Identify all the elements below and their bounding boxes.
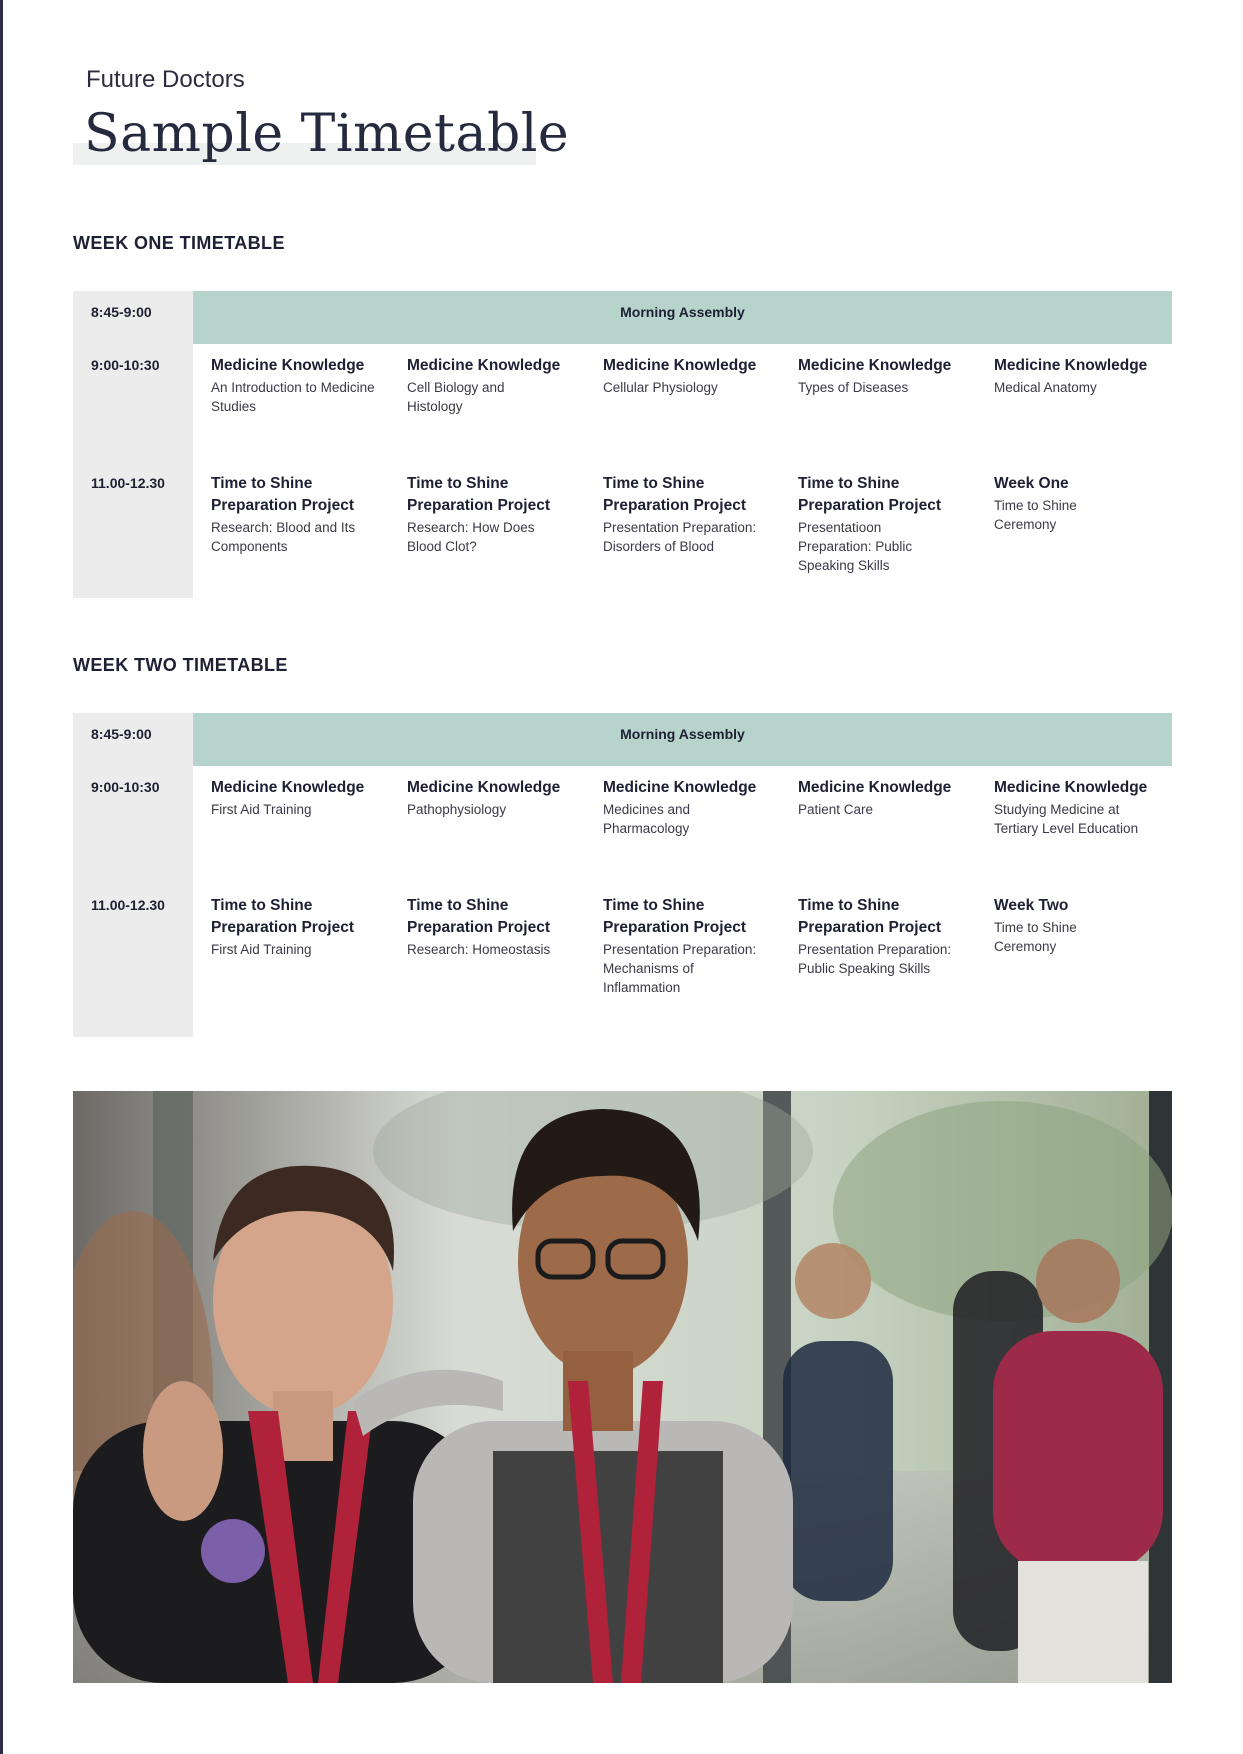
session-cell bbox=[798, 355, 968, 397]
session-subtitle: Research: Homeostasis bbox=[407, 942, 551, 957]
session-title: Time to Shine Preparation Project bbox=[211, 897, 354, 936]
week-one-heading: WEEK ONE TIMETABLE bbox=[73, 233, 285, 253]
page-title: Sample Timetable bbox=[84, 104, 570, 164]
time-column bbox=[73, 291, 193, 598]
morning-assembly-label: Morning Assembly bbox=[620, 304, 745, 320]
session-cell bbox=[603, 895, 773, 997]
time-slot-label: 11.00-12.30 bbox=[91, 475, 165, 491]
session-cell bbox=[211, 355, 381, 416]
students-photo-illustration bbox=[73, 1091, 1172, 1683]
left-edge-rule bbox=[0, 0, 3, 1754]
session-title: Time to Shine Preparation Project bbox=[798, 897, 941, 936]
session-subtitle: An Introduction to Medicine Studies bbox=[211, 380, 375, 414]
session-subtitle: Presentation Preparation: Mechanisms of Inflammation bbox=[603, 942, 757, 995]
session-title: Medicine Knowledge bbox=[407, 779, 561, 796]
morning-assembly-band bbox=[193, 291, 1172, 344]
session-cell bbox=[407, 473, 567, 556]
week-two-timetable bbox=[73, 713, 1172, 1037]
session-title: Medicine Knowledge bbox=[603, 779, 757, 796]
session-cell bbox=[994, 895, 1154, 956]
session-cell bbox=[407, 895, 567, 959]
session-cell bbox=[798, 895, 973, 978]
time-slot-label: 11.00-12.30 bbox=[91, 897, 165, 913]
session-cell bbox=[994, 777, 1164, 838]
session-cell bbox=[211, 777, 381, 819]
time-slot-label: 8:45-9:00 bbox=[91, 304, 152, 320]
session-subtitle: Research: How Does Blood Clot? bbox=[407, 520, 535, 554]
session-subtitle: Types of Diseases bbox=[798, 380, 909, 395]
session-subtitle: Medicines and Pharmacology bbox=[603, 802, 691, 836]
session-cell bbox=[798, 473, 948, 575]
session-cell bbox=[603, 355, 773, 397]
session-title: Medicine Knowledge bbox=[211, 779, 365, 796]
time-slot-label: 8:45-9:00 bbox=[91, 726, 152, 742]
week-two-heading: WEEK TWO TIMETABLE bbox=[73, 655, 288, 675]
session-title: Medicine Knowledge bbox=[211, 357, 365, 374]
session-subtitle: Research: Blood and Its Components bbox=[211, 520, 356, 554]
page-kicker: Future Doctors bbox=[86, 66, 245, 93]
morning-assembly-label: Morning Assembly bbox=[620, 726, 745, 742]
session-subtitle: First Aid Training bbox=[211, 802, 312, 817]
session-cell bbox=[407, 777, 577, 819]
session-title: Medicine Knowledge bbox=[407, 357, 561, 374]
session-subtitle: Presentation Preparation: Public Speaking Skills bbox=[798, 942, 952, 976]
session-subtitle: Studying Medicine at Tertiary Level Education bbox=[994, 802, 1139, 836]
session-cell bbox=[994, 355, 1164, 397]
session-cell bbox=[407, 355, 577, 416]
session-subtitle: First Aid Training bbox=[211, 942, 312, 957]
session-title: Medicine Knowledge bbox=[994, 779, 1148, 796]
session-subtitle: Presentation Preparation: Disorders of Blood bbox=[603, 520, 757, 554]
session-title: Medicine Knowledge bbox=[994, 357, 1148, 374]
session-title: Time to Shine Preparation Project bbox=[407, 897, 550, 936]
session-cell bbox=[994, 473, 1154, 534]
session-title: Time to Shine Preparation Project bbox=[603, 475, 746, 514]
session-subtitle: Medical Anatomy bbox=[994, 380, 1097, 395]
session-title: Medicine Knowledge bbox=[798, 779, 952, 796]
morning-assembly-band bbox=[193, 713, 1172, 766]
session-subtitle: Pathophysiology bbox=[407, 802, 507, 817]
session-title: Time to Shine Preparation Project bbox=[798, 475, 941, 514]
students-photo bbox=[73, 1091, 1172, 1683]
session-cell bbox=[211, 473, 371, 556]
session-subtitle: Cell Biology and Histology bbox=[407, 380, 505, 414]
session-subtitle: Patient Care bbox=[798, 802, 874, 817]
time-slot-label: 9:00-10:30 bbox=[91, 357, 160, 373]
session-cell bbox=[798, 777, 968, 819]
session-title: Time to Shine Preparation Project bbox=[407, 475, 550, 514]
session-subtitle: Presentatioon Preparation: Public Speaking Skills bbox=[798, 520, 913, 573]
session-title: Medicine Knowledge bbox=[798, 357, 952, 374]
session-title: Time to Shine Preparation Project bbox=[603, 897, 746, 936]
session-title: Time to Shine Preparation Project bbox=[211, 475, 354, 514]
session-cell bbox=[603, 473, 773, 556]
session-title: Medicine Knowledge bbox=[603, 357, 757, 374]
session-title: Week Two bbox=[994, 897, 1069, 914]
session-cell bbox=[211, 895, 371, 959]
time-slot-label: 9:00-10:30 bbox=[91, 779, 160, 795]
time-column bbox=[73, 713, 193, 1037]
week-one-timetable bbox=[73, 291, 1172, 598]
session-cell bbox=[603, 777, 773, 838]
session-subtitle: Time to Shine Ceremony bbox=[994, 498, 1077, 532]
session-title: Week One bbox=[994, 475, 1069, 492]
session-subtitle: Time to Shine Ceremony bbox=[994, 920, 1077, 954]
session-subtitle: Cellular Physiology bbox=[603, 380, 718, 395]
